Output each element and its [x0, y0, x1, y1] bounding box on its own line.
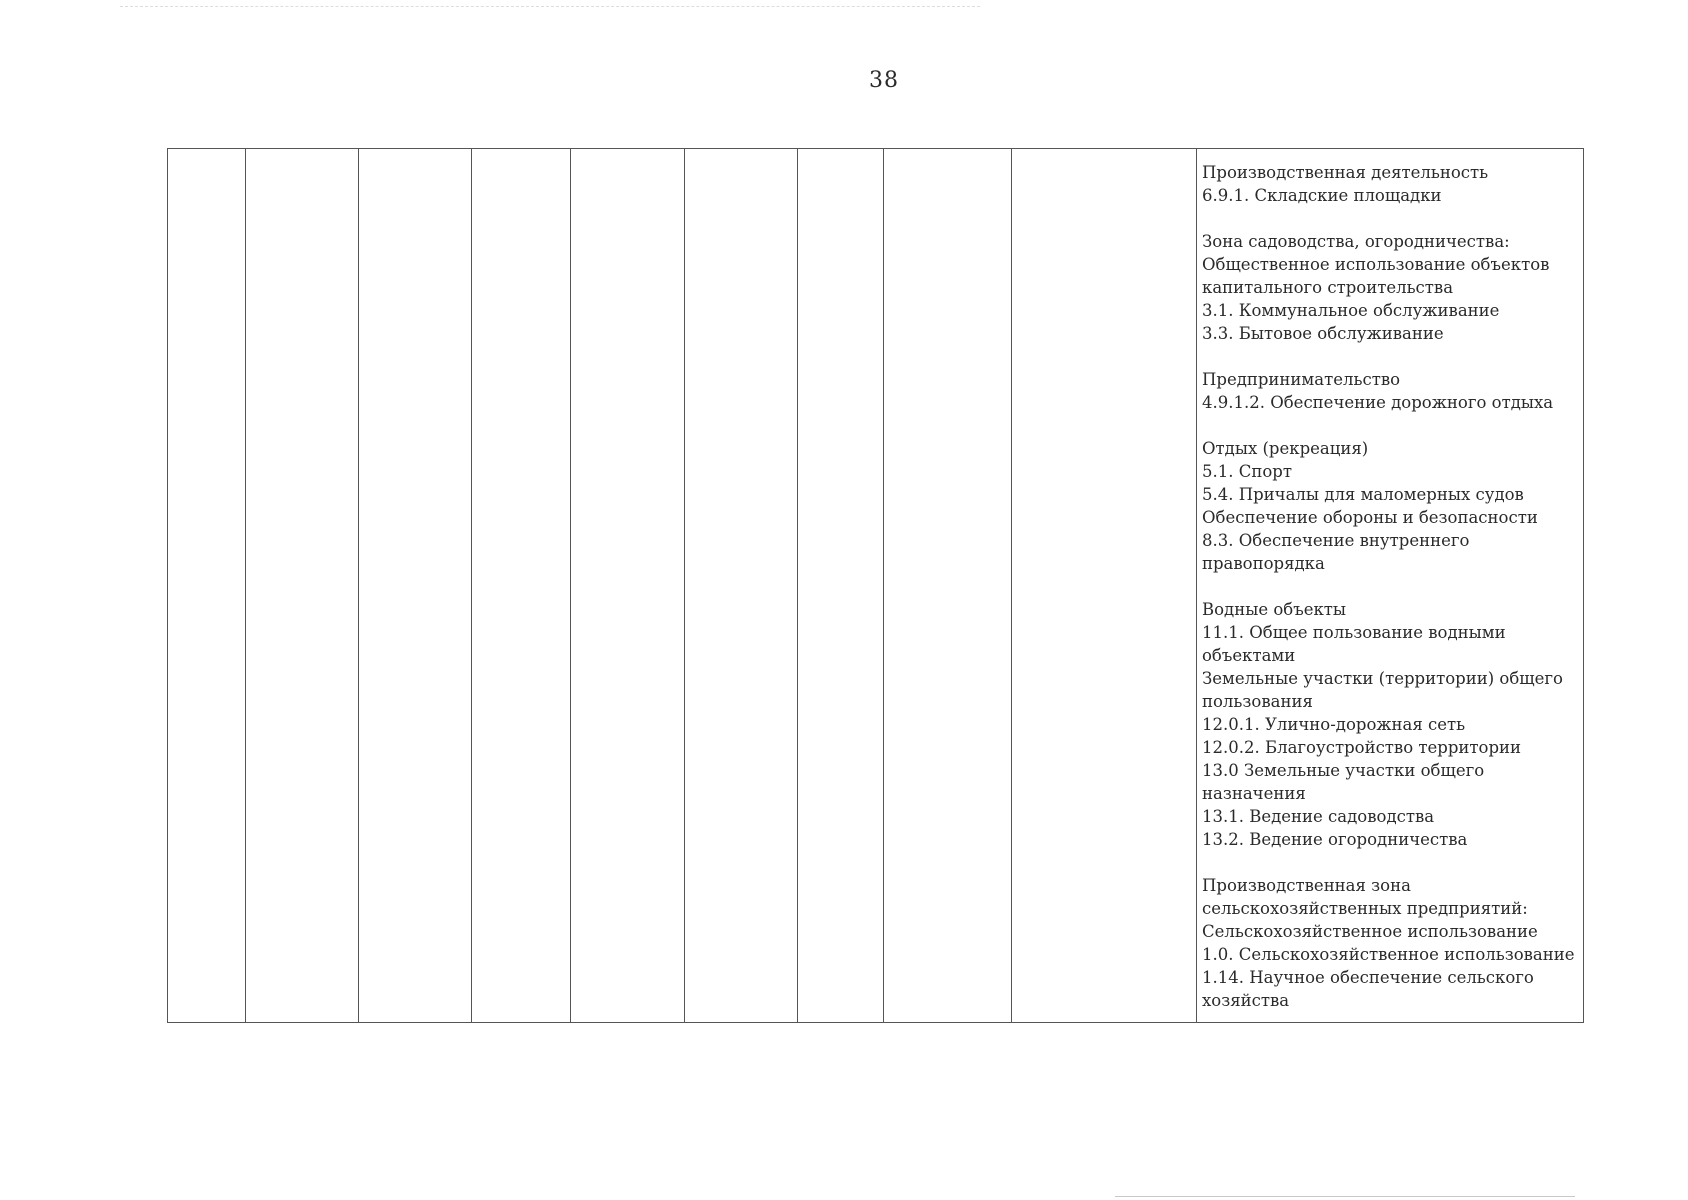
- use-group: [1202, 368, 1577, 414]
- page-number: 38: [869, 68, 899, 93]
- use-line: Производственная зона: [1202, 876, 1411, 895]
- use-line: 11.1. Общее пользование водными: [1202, 623, 1506, 642]
- empty-cell-7: [798, 149, 884, 1023]
- use-line: 4.9.1.2. Обеспечение дорожного отдыха: [1202, 393, 1554, 412]
- empty-cell-5: [571, 149, 685, 1023]
- use-line: 13.1. Ведение садоводства: [1202, 807, 1435, 826]
- use-group: [1202, 230, 1577, 345]
- use-line: 8.3. Обеспечение внутреннего: [1202, 531, 1470, 550]
- use-line: назначения: [1202, 784, 1306, 803]
- permitted-uses-cell: [1197, 149, 1584, 1023]
- empty-cell-6: [685, 149, 798, 1023]
- use-line: 6.9.1. Складские площадки: [1202, 186, 1442, 205]
- use-line: 3.1. Коммунальное обслуживание: [1202, 301, 1500, 320]
- permitted-uses-list: [1202, 161, 1577, 1012]
- scan-artifact-top: [120, 6, 980, 8]
- empty-cell-2: [246, 149, 359, 1023]
- empty-cell-8: [884, 149, 1012, 1023]
- use-line: Общественное использование объектов: [1202, 255, 1550, 274]
- use-line: 1.0. Сельскохозяйственное использование: [1202, 945, 1575, 964]
- empty-cell-3: [359, 149, 472, 1023]
- use-line: правопорядка: [1202, 554, 1325, 573]
- use-line: 12.0.1. Улично-дорожная сеть: [1202, 715, 1466, 734]
- use-line: сельскохозяйственных предприятий:: [1202, 899, 1528, 918]
- use-line: Сельскохозяйственное использование: [1202, 922, 1538, 941]
- use-line: Водные объекты: [1202, 600, 1347, 619]
- use-group: [1202, 874, 1577, 1012]
- table-row: [168, 149, 1584, 1023]
- use-line: Предпринимательство: [1202, 370, 1401, 389]
- use-line: Земельные участки (территории) общего: [1202, 669, 1563, 688]
- empty-cell-9: [1012, 149, 1197, 1023]
- use-line: 5.1. Спорт: [1202, 462, 1292, 481]
- use-line: 5.4. Причалы для маломерных судов: [1202, 485, 1524, 504]
- use-group: [1202, 161, 1577, 207]
- use-line: Обеспечение обороны и безопасности: [1202, 508, 1538, 527]
- use-line: хозяйства: [1202, 991, 1290, 1010]
- scan-artifact-bottom: [1115, 1196, 1575, 1197]
- use-line: 3.3. Бытовое обслуживание: [1202, 324, 1444, 343]
- empty-cell-1: [168, 149, 246, 1023]
- use-line: Отдых (рекреация): [1202, 439, 1369, 458]
- zoning-table: [167, 148, 1584, 1023]
- use-line: Производственная деятельность: [1202, 163, 1489, 182]
- use-group: [1202, 437, 1577, 575]
- use-line: 13.0 Земельные участки общего: [1202, 761, 1485, 780]
- use-line: 1.14. Научное обеспечение сельского: [1202, 968, 1534, 987]
- empty-cell-4: [472, 149, 571, 1023]
- use-group: [1202, 598, 1577, 851]
- use-line: Зона садоводства, огородничества:: [1202, 232, 1510, 251]
- use-line: капитального строительства: [1202, 278, 1454, 297]
- use-line: объектами: [1202, 646, 1296, 665]
- use-line: пользования: [1202, 692, 1313, 711]
- use-line: 13.2. Ведение огородничества: [1202, 830, 1468, 849]
- use-line: 12.0.2. Благоустройство территории: [1202, 738, 1522, 757]
